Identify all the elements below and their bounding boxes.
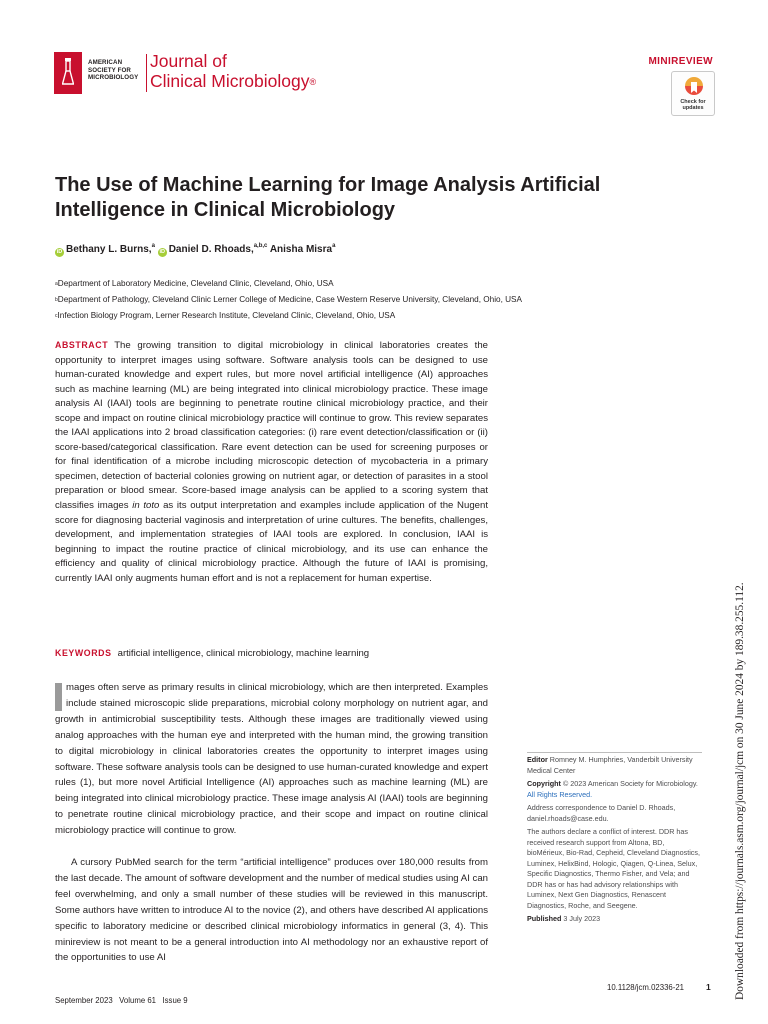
check-for-updates-icon: [684, 76, 704, 98]
issue-info: September 2023 Volume 61 Issue 9: [55, 996, 188, 1005]
journal-logo: [54, 52, 354, 98]
flask-icon: [62, 58, 74, 86]
affiliations: [55, 276, 522, 324]
check-for-updates-badge[interactable]: Check for updates: [671, 71, 715, 116]
logo-divider: [146, 54, 147, 92]
doi[interactable]: 10.1128/jcm.02336-21: [607, 983, 685, 992]
abstract: ABSTRACT The growing transition to digital microbiology in clinical laboratories creates the opportunity to interpret images using software. Software analysis tools can be designed to use human-curated knowledge and expert rules, but more novel artificial intelligence (AI) approaches such as machine learning (ML) are being integrated into clinical microbiology practice. These image analysis AI (IAAI) tools are beginning to penetrate routine clinical microbiology practice, and their scope and impact on routine clinical microbiology practice will continue to grow. This review separates the IAAI applications into 2 broad classification categories: (i) rare event detection/classification or (ii) score-based/categorical classification. Rare event detection can be used for screening purposes or for final identification of a microbe including microscopic detection of mycobacteria in a primary specimen, detection of bacterial colonies growing on nutrient agar, or detection of parasites in a stool preparation or blood smear. Score-based image analysis can be applied to a scoring system that classifies images in toto as its output interpretation and examples include application of the Nugent score for diagnosing bacterial vaginosis and interpretation of urine cultures. The benefits, challenges, development, and implementation strategies of IAAI tools are explored. In conclusion, IAAI is beginning to impact the routine practice of clinical microbiology, and its use can enhance the efficiency and quality of clinical microbiology practice. Although the future of IAAI is promising, currently IAAI only augments human effort and is not a replacement for human expertise.: [55, 340, 488, 584]
author-name[interactable]: Daniel D. Rhoads,: [168, 244, 254, 255]
keywords: KEYWORDS artificial intelligence, clinical microbiology, machine learning: [55, 648, 370, 659]
abstract-label: ABSTRACT: [55, 340, 109, 350]
author-name[interactable]: Anisha Misra: [269, 244, 333, 255]
asm-logo-mark: [54, 52, 82, 94]
copyright-info: Copyright © 2023 American Society for Microbiology. All Rights Reserved.: [527, 779, 698, 799]
orcid-icon[interactable]: iD: [159, 249, 165, 255]
download-note: Downloaded from https://journals.asm.org/journal/jcm on 30 June 2024 by 189.38.255.112.: [734, 582, 746, 1000]
orcid-icon[interactable]: iD: [56, 249, 63, 255]
drop-cap: [55, 683, 62, 711]
keywords-label: KEYWORDS: [55, 648, 112, 658]
journal-name: Journal of Clinical Microbiology®: [150, 51, 317, 91]
affiliation: $^c$Infection Biology Program, Lerner Research Institute, Cleveland Clinic, Cleveland, Ohio, USA: [55, 311, 396, 320]
affiliation: $^a$Department of Laboratory Medicine, Cleveland Clinic, Cleveland, Ohio, USA: [55, 279, 334, 288]
page-number: 1: [706, 982, 711, 992]
article-title: The Use of Machine Learning for Image Analysis Artificial Intelligence in Clinical Microbiology: [55, 174, 601, 221]
correspondence-info: Address correspondence to Daniel D. Rhoads, daniel.rhoads@case.edu.: [527, 803, 676, 823]
article-info-sidebar: [527, 752, 702, 928]
author-list: iD Bethany L. Burns,$^a$ iD Daniel D. Rhoads,$^{a,b,c}$ Anisha Misra$^a$: [56, 243, 336, 255]
affiliation: $^b$Department of Pathology, Cleveland Clinic Lerner College of Medicine, Case Western Reserve University, Cleveland, Ohio, USA: [55, 295, 522, 304]
rights-link[interactable]: All Rights Reserved.: [527, 789, 593, 799]
body-paragraph: mages often serve as primary results in clinical microbiology, which are then interpreted. Examples include stained microscopic slide preparations, microbial colony morphology on nutrient agar, and growth in antimicrobial susceptibility tests. Although these images are traditionally viewed using analog approaches with the human eye and interpreted with the human mind, the growing transition to digital microbiology in clinical laboratories creates the opportunity to interpret images using software. These software analysis tools can be designed to use human-curated knowledge and expert rules (1), but more novel Artificial Intelligence (AI) approaches such as machine learning (ML) are being integrated into clinical microbiology practice. These image analysis AI (IAAI) tools are beginning to penetrate routine clinical microbiology practice, and their scope and impact on routine clinical microbiology practice will continue to grow.: [55, 682, 488, 837]
body-paragraph: A cursory PubMed search for the term “artificial intelligence” produces over 180,000 results from the last decade. The amount of software development and the number of medical studies using AI can feel overwhelming, and only a small number of these studies will be reviewed in this manuscript. Some authors have written to introduce AI to the novice (2), and others have described AI applications specific to laboratory medicine or described clinical microbiology informatics in general (3, 4). This minireview is not meant to be a general introduction into AI methodology nor an exhaustive report of the opportunities to use AI: [55, 857, 488, 964]
society-name: AMERICAN SOCIETY FOR MICROBIOLOGY: [88, 59, 139, 82]
article-type-label: MINIREVIEW: [648, 56, 713, 67]
published-info: Published 3 July 2023: [527, 914, 601, 923]
conflict-statement: The authors declare a conflict of interest. DDR has received research support from Altona, BD, bioMérieux, Bio-Rad, Cepheid, Cleveland Diagnostics, Luminex, HelixBind, Hologic, Qiagen, Q-Linea, Selux, Specific Diagnostics, Thermo Fisher, and Vela; and DDR has or has had advisory relationships with Luminex, Next Gen Diagnostics, Renascent Diagnostics, Roche, and Seegene.: [527, 827, 700, 910]
author-name[interactable]: Bethany L. Burns,: [66, 244, 152, 255]
editor-info: Editor Romney M. Humphries, Vanderbilt University Medical Center: [527, 755, 693, 775]
